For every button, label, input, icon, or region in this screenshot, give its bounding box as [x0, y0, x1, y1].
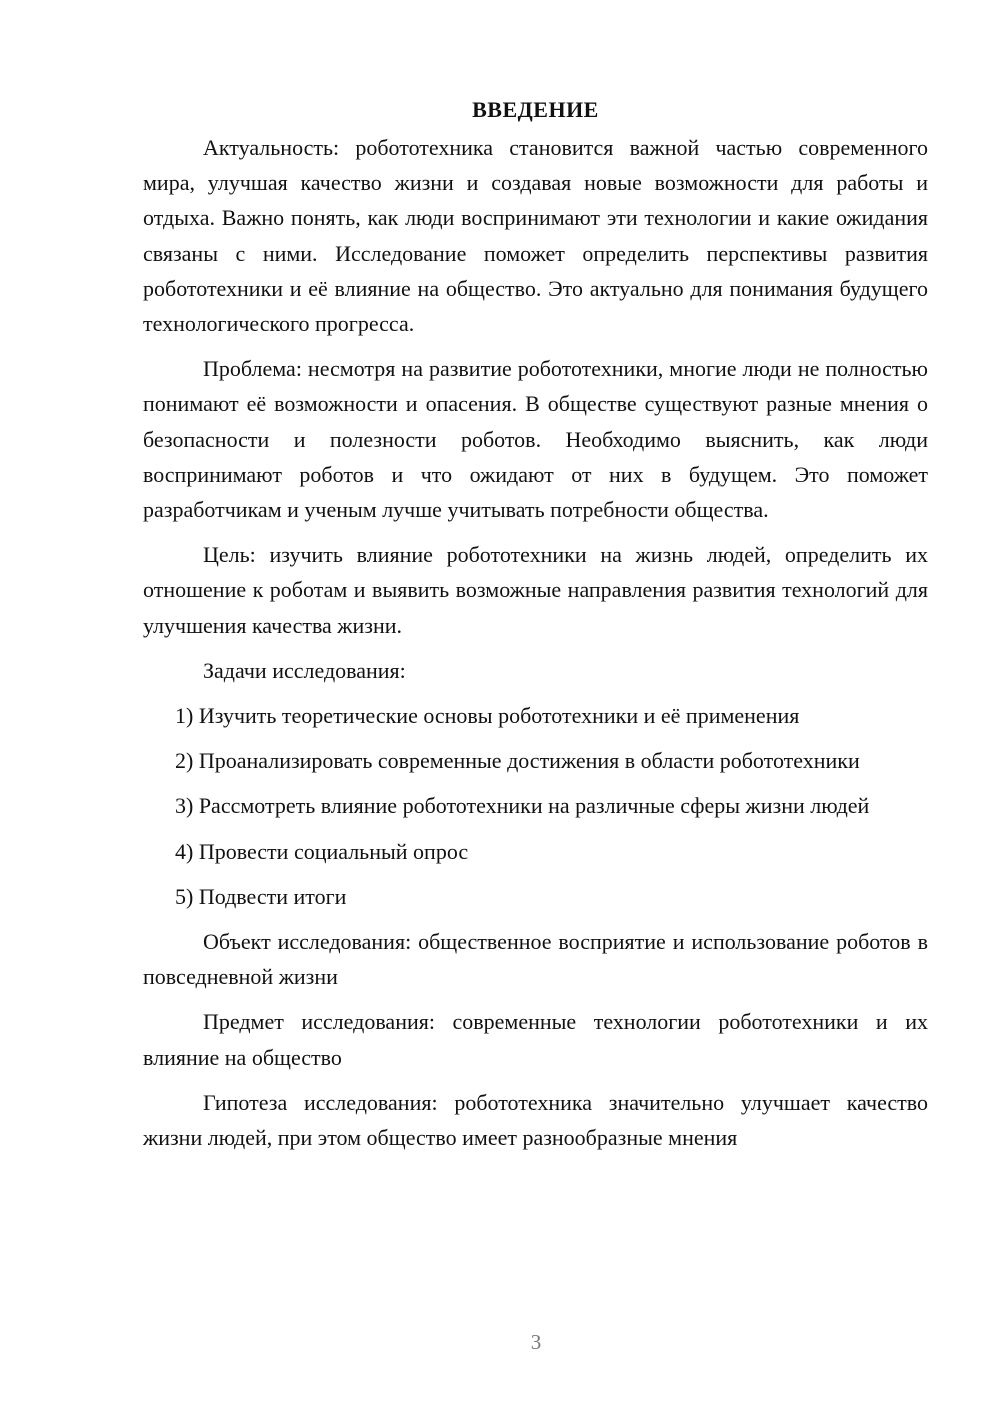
paragraph-hypothesis: Гипотеза исследования: робототехника значительно улучшает качество жизни людей, при этом общество имеет разнообразные мнения: [143, 1089, 928, 1151]
task-item-4: 4) Провести социальный опрос: [175, 838, 469, 864]
paragraph-problem: Проблема: несмотря на развитие робототехники, многие люди не полностью понимают её возможности и опасения. В обществе существуют разные мнения о безопасности и полезности роботов. Необходимо выяснить, как люди воспринимают роботов и что ожидают от них в будущем. Это поможет разработчикам и ученым лучше учитывать потребности общества.: [143, 356, 928, 523]
task-item-3: 3) Рассмотреть влияние робототехники на различные сферы жизни людей: [175, 793, 870, 819]
task-item-1: 1) Изучить теоретические основы робототехники и её применения: [175, 703, 800, 729]
paragraph-object: Объект исследования: общественное восприятие и использование роботов в повседневной жизни: [143, 929, 928, 990]
task-item-5: 5) Подвести итоги: [175, 883, 347, 909]
paragraph-tasks-heading: Задачи исследования:: [203, 657, 406, 683]
paragraph-subject: Предмет исследования: современные технологии робототехники и их влияние на общество: [143, 1009, 928, 1070]
page-number: 3: [530, 1330, 542, 1354]
document-page: [143, 92, 928, 1165]
paragraph-goal: Цель: изучить влияние робототехники на жизнь людей, определить их отношение к роботам и выявить возможные направления развития технологий для улучшения качества жизни.: [143, 542, 928, 638]
task-item-2: 2) Проанализировать современные достижения в области робототехники: [175, 748, 860, 774]
section-title: ВВЕДЕНИЕ: [472, 97, 599, 122]
paragraph-relevance: Актуальность: робототехника становится важной частью современного мира, улучшая качество жизни и создавая новые возможности для работы и отдыха. Важно понять, как люди воспринимают эти технологии и какие ожидания связаны с ними. Исследование поможет определить перспективы развития робототехники и её влияние на общество. Это актуально для понимания будущего технологического прогресса.: [143, 135, 928, 337]
